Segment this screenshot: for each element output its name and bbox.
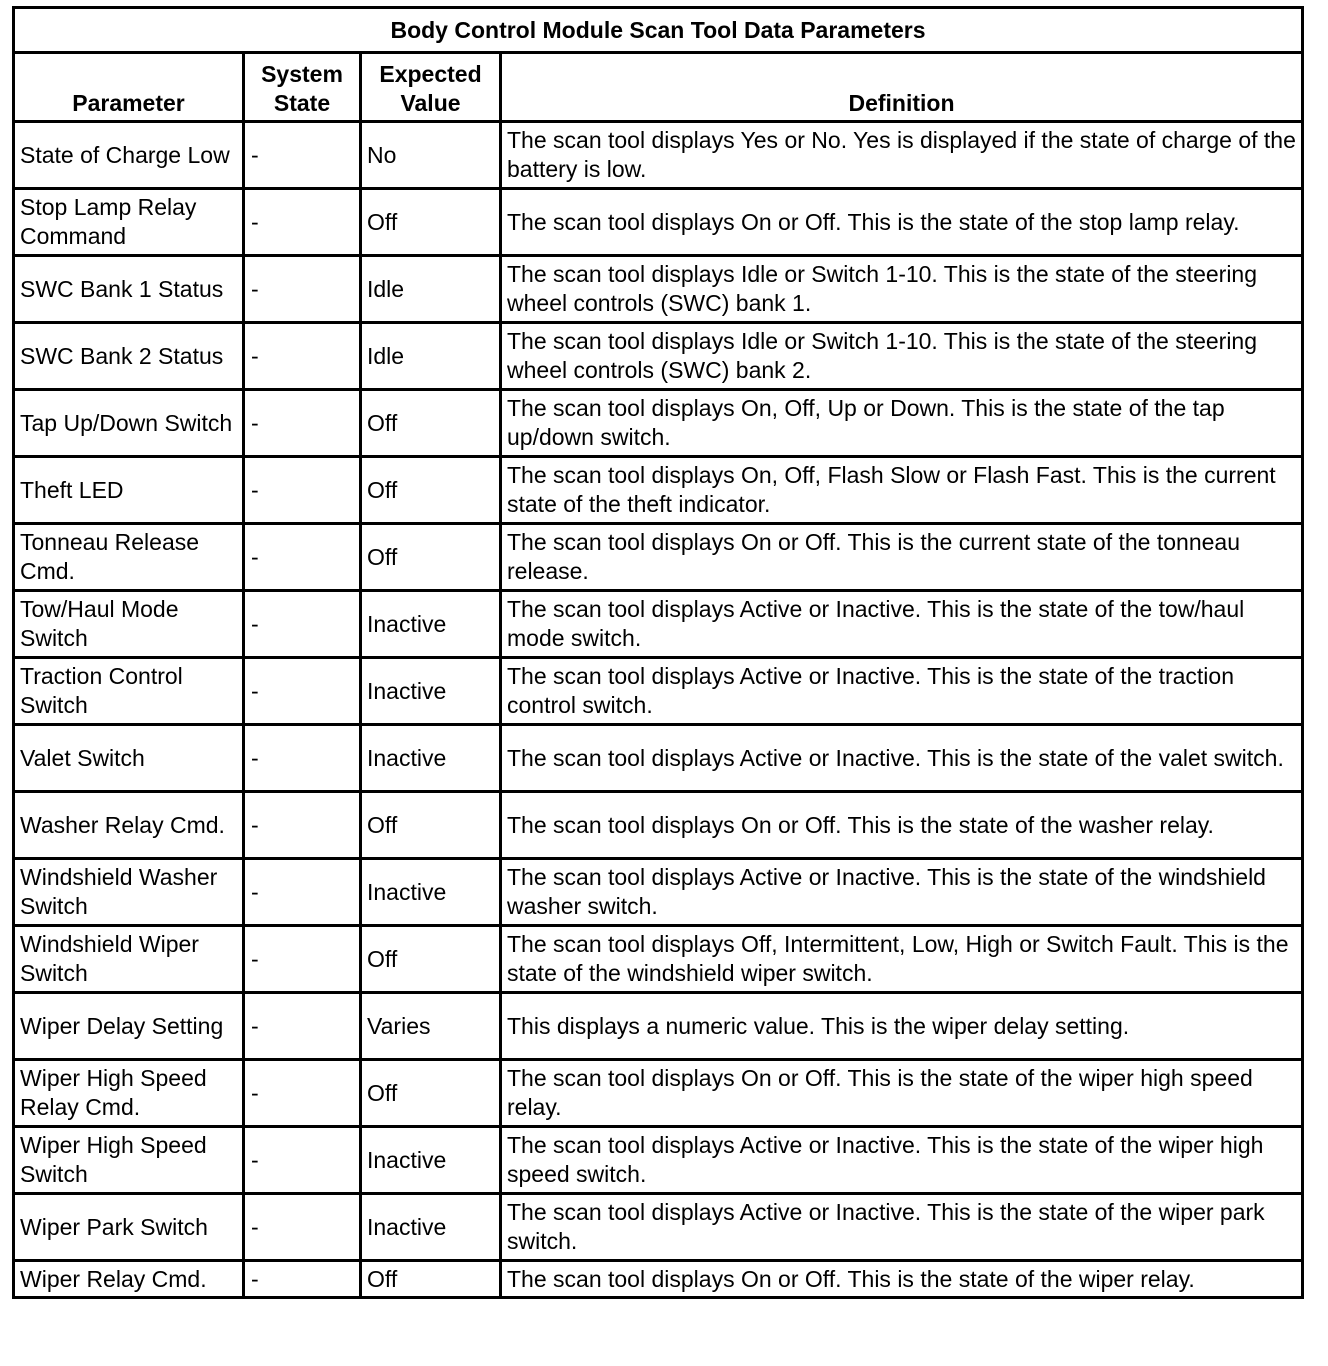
cell-definition: The scan tool displays On, Off, Up or Down. This is the state of the tap up/down switch.	[501, 390, 1303, 457]
cell-expected-value: Inactive	[361, 725, 501, 792]
column-header-system-state: System State	[244, 53, 361, 122]
cell-parameter: SWC Bank 1 Status	[14, 256, 244, 323]
cell-expected-value: Idle	[361, 256, 501, 323]
cell-system-state: -	[244, 993, 361, 1060]
cell-parameter: Windshield Wiper Switch	[14, 926, 244, 993]
cell-parameter: Tow/Haul Mode Switch	[14, 591, 244, 658]
cell-parameter: Wiper High Speed Switch	[14, 1127, 244, 1194]
table-title-row	[14, 8, 1303, 53]
table-row	[14, 1261, 1303, 1298]
cell-parameter: State of Charge Low	[14, 122, 244, 189]
cell-expected-value: No	[361, 122, 501, 189]
cell-system-state: -	[244, 1127, 361, 1194]
table-row	[14, 1194, 1303, 1261]
cell-expected-value: Off	[361, 1060, 501, 1127]
cell-parameter: Windshield Washer Switch	[14, 859, 244, 926]
cell-expected-value: Off	[361, 189, 501, 256]
cell-parameter: Tonneau Release Cmd.	[14, 524, 244, 591]
cell-expected-value: Varies	[361, 993, 501, 1060]
table-row	[14, 390, 1303, 457]
cell-parameter: Theft LED	[14, 457, 244, 524]
table-row	[14, 323, 1303, 390]
cell-definition: The scan tool displays On or Off. This is the current state of the tonneau release.	[501, 524, 1303, 591]
table-row	[14, 993, 1303, 1060]
cell-definition: The scan tool displays Yes or No. Yes is displayed if the state of charge of the battery is low.	[501, 122, 1303, 189]
cell-system-state: -	[244, 792, 361, 859]
cell-system-state: -	[244, 390, 361, 457]
cell-system-state: -	[244, 926, 361, 993]
table-title: Body Control Module Scan Tool Data Parameters	[14, 8, 1303, 53]
cell-definition: The scan tool displays Active or Inactive. This is the state of the tow/haul mode switch.	[501, 591, 1303, 658]
cell-expected-value: Off	[361, 792, 501, 859]
table-row	[14, 792, 1303, 859]
column-header-row	[14, 53, 1303, 122]
column-header-parameter: Parameter	[14, 53, 244, 122]
cell-system-state: -	[244, 122, 361, 189]
table-row	[14, 457, 1303, 524]
cell-system-state: -	[244, 1060, 361, 1127]
cell-expected-value: Off	[361, 457, 501, 524]
cell-parameter: Stop Lamp Relay Command	[14, 189, 244, 256]
cell-definition: The scan tool displays Off, Intermittent, Low, High or Switch Fault. This is the state of the windshield wiper switch.	[501, 926, 1303, 993]
scan-tool-data-table	[12, 6, 1304, 1299]
cell-definition: The scan tool displays Idle or Switch 1-10. This is the state of the steering wheel controls (SWC) bank 1.	[501, 256, 1303, 323]
table-row	[14, 658, 1303, 725]
cell-system-state: -	[244, 658, 361, 725]
cell-parameter: Wiper High Speed Relay Cmd.	[14, 1060, 244, 1127]
cell-system-state: -	[244, 725, 361, 792]
cell-definition: The scan tool displays Active or Inactive. This is the state of the windshield washer switch.	[501, 859, 1303, 926]
cell-system-state: -	[244, 323, 361, 390]
cell-parameter: Tap Up/Down Switch	[14, 390, 244, 457]
cell-parameter: Valet Switch	[14, 725, 244, 792]
table-row	[14, 189, 1303, 256]
cell-expected-value: Off	[361, 1261, 501, 1298]
table-body	[14, 122, 1303, 1298]
cell-definition: The scan tool displays Active or Inactive. This is the state of the traction control switch.	[501, 658, 1303, 725]
column-header-definition: Definition	[501, 53, 1303, 122]
cell-definition: The scan tool displays On or Off. This is the state of the wiper high speed relay.	[501, 1060, 1303, 1127]
cell-expected-value: Inactive	[361, 1194, 501, 1261]
cell-definition: The scan tool displays On or Off. This is the state of the stop lamp relay.	[501, 189, 1303, 256]
cell-expected-value: Idle	[361, 323, 501, 390]
cell-definition: The scan tool displays On or Off. This is the state of the wiper relay.	[501, 1261, 1303, 1298]
table-row	[14, 1127, 1303, 1194]
table-row	[14, 122, 1303, 189]
cell-system-state: -	[244, 256, 361, 323]
cell-definition: The scan tool displays Active or Inactive. This is the state of the valet switch.	[501, 725, 1303, 792]
cell-expected-value: Off	[361, 524, 501, 591]
table-row	[14, 1060, 1303, 1127]
cell-parameter: Traction Control Switch	[14, 658, 244, 725]
cell-expected-value: Inactive	[361, 859, 501, 926]
cell-expected-value: Inactive	[361, 658, 501, 725]
table-row	[14, 256, 1303, 323]
table-row	[14, 859, 1303, 926]
cell-parameter: Wiper Park Switch	[14, 1194, 244, 1261]
cell-system-state: -	[244, 189, 361, 256]
cell-system-state: -	[244, 591, 361, 658]
table-row	[14, 591, 1303, 658]
cell-parameter: Wiper Relay Cmd.	[14, 1261, 244, 1298]
cell-definition: The scan tool displays Active or Inactive. This is the state of the wiper high speed switch.	[501, 1127, 1303, 1194]
cell-parameter: SWC Bank 2 Status	[14, 323, 244, 390]
cell-system-state: -	[244, 1261, 361, 1298]
table-row	[14, 926, 1303, 993]
cell-definition: The scan tool displays On or Off. This is the state of the washer relay.	[501, 792, 1303, 859]
cell-system-state: -	[244, 1194, 361, 1261]
cell-definition: The scan tool displays Active or Inactive. This is the state of the wiper park switch.	[501, 1194, 1303, 1261]
cell-definition: The scan tool displays Idle or Switch 1-10. This is the state of the steering wheel controls (SWC) bank 2.	[501, 323, 1303, 390]
cell-system-state: -	[244, 859, 361, 926]
cell-parameter: Wiper Delay Setting	[14, 993, 244, 1060]
table-row	[14, 524, 1303, 591]
table-row	[14, 725, 1303, 792]
cell-definition: The scan tool displays On, Off, Flash Slow or Flash Fast. This is the current state of the theft indicator.	[501, 457, 1303, 524]
cell-expected-value: Inactive	[361, 1127, 501, 1194]
cell-parameter: Washer Relay Cmd.	[14, 792, 244, 859]
cell-system-state: -	[244, 457, 361, 524]
cell-expected-value: Off	[361, 926, 501, 993]
cell-definition: This displays a numeric value. This is the wiper delay setting.	[501, 993, 1303, 1060]
cell-expected-value: Inactive	[361, 591, 501, 658]
cell-system-state: -	[244, 524, 361, 591]
cell-expected-value: Off	[361, 390, 501, 457]
column-header-expected-value: Expected Value	[361, 53, 501, 122]
